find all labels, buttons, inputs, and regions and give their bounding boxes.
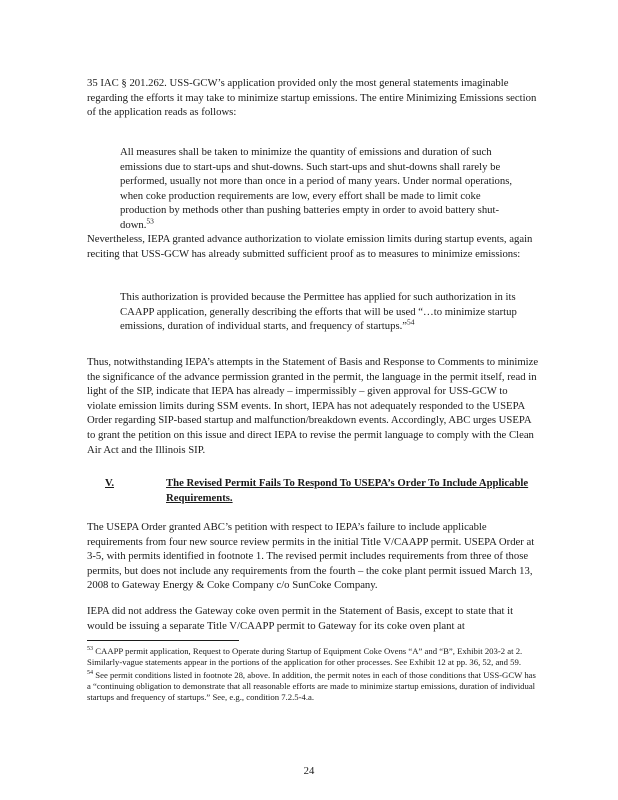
footnote-54-number: 54 — [87, 669, 94, 676]
body-paragraph-1: 35 IAC § 201.262. USS-GCW’s application provided only the most general statements imaginable regarding the efforts it may take to minimize startup emissions. The entire Minimizing Emissions section of the application reads as follows: — [87, 77, 537, 119]
footnote-53 — [87, 646, 539, 669]
body-paragraph-3: Thus, notwithstanding IEPA’s attempts in the Statement of Basis and Response to Comments to minimize the significance of the advance permission granted in the permit, the language in the permit itself, read in light of the SIP, indicate that IEPA has already – impermissibly – given approval for USS-GCW to violate emission limits during SSM events. In short, IEPA has not adequately responded to the USEPA Order regarding SIP-based startup and malfunction/breakdown events. Accordingly, ABC urges USEPA to grant the petition on this issue and direct IEPA to revise the permit language to comply with the Clean Air Act and the Illinois SIP. — [87, 356, 539, 456]
body-paragraph-2: Nevertheless, IEPA granted advance authorization to violate emission limits during startup events, again reciting that USS-GCW has already submitted sufficient proof as to measures to minimize emissions: — [87, 233, 533, 260]
section-number: V. — [105, 477, 115, 489]
footnote-ref-53[interactable]: 53 — [146, 216, 154, 226]
block-quote-1 — [120, 145, 520, 233]
footnote-54-text: See permit conditions listed in footnote 28, above. In addition, the permit notes in each of those conditions that USS-GCW has a “continuing obligation to demonstrate that all reasonable efforts are made to minimize startup emissions, duration of individual startups and frequency of startups.” See, e.g., condition 7.2.5-4.a. — [87, 669, 536, 703]
footnote-divider — [87, 640, 239, 641]
section-title: The Revised Permit Fails To Respond To USEPA’s Order To Include Applicable Requirements. — [166, 477, 529, 504]
body-paragraph-5: IEPA did not address the Gateway coke oven permit in the Statement of Basis, except to state that it would be issuing a separate Title V/CAAPP permit to Gateway for its coke oven plant at — [87, 605, 514, 632]
block-quote-2-text: This authorization is provided because the Permittee has applied for such authorization in its CAAPP application, generally describing the efforts that will be used “…to minimize startup emissions, duration of individual starts, and frequency of startups.” — [120, 291, 517, 333]
block-quote-2 — [120, 290, 520, 334]
body-paragraph-4: The USEPA Order granted ABC’s petition with respect to IEPA’s failure to include applicable requirements from four new source review permits in the initial Title V/CAAPP permit. USEPA Order at 3-5, with permits identified in footnote 1. The revised permit includes requirements from three of those permits, but does not include any requirements from the fourth – the coke plant permit issued March 13, 2008 to Gateway Energy & Coke Company c/o SunCoke Company. — [87, 521, 535, 592]
page-number: 24 — [303, 765, 315, 777]
block-quote-1-text: All measures shall be taken to minimize the quantity of emissions and duration of such emissions due to start-ups and shut-downs. Such start-ups and shut-downs shall rarely be performed, usually not more than once in a period of many years. Under normal operations, when coke production requirements are low, every effort shall be made to limit coke production by methods other than pushing batteries empty in order to avoid battery shut-down. — [120, 146, 513, 231]
footnote-54 — [87, 670, 539, 704]
footnote-ref-54[interactable]: 54 — [407, 317, 415, 327]
footnote-53-text: CAAPP permit application, Request to Operate during Startup of Equipment Coke Ovens “A” and “B”, Exhibit 203-2 at 2. Similarly-vague statements appear in the portions of the application for other processes. See Exhibit 12 at pp. 36, 52, and 59. — [87, 646, 523, 668]
footnote-53-number: 53 — [87, 646, 94, 653]
footnotes — [87, 646, 539, 704]
